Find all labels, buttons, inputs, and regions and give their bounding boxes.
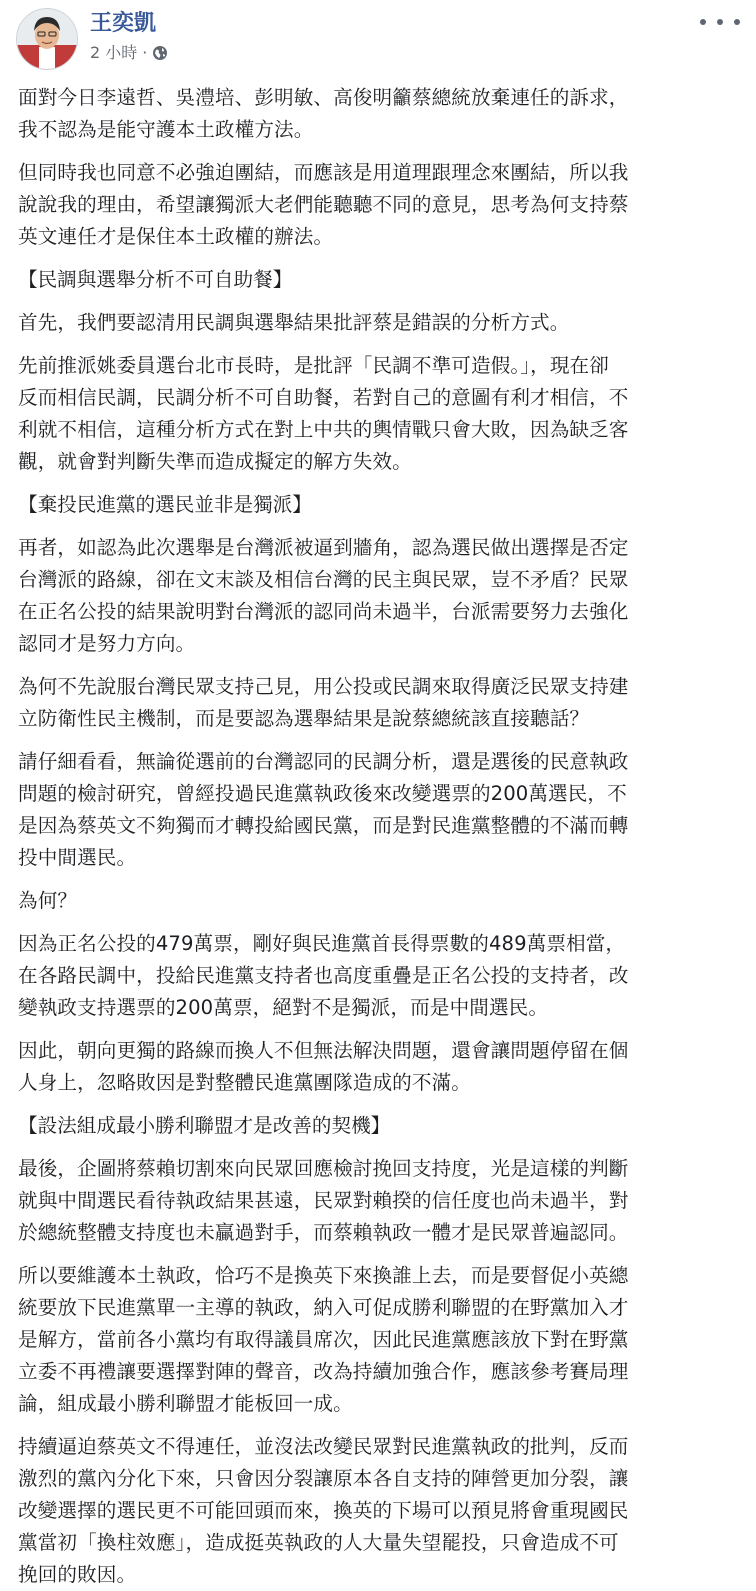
post-meta <box>90 43 168 63</box>
post-paragraph: 所以要維護本土執政，恰巧不是換英下來換誰上去，而是要督促小英總 統要放下民進黨單一主導的執政，納入可促成勝利聯盟的在野黨加入才 是解方，當前各小黨均有取得議員席次，因此民進黨應該放下對在野黨 立委不再禮讓要選擇對陣的聲音，改為持續加強合作，應該參考賽局理 論，組成最小勝利聯盟才能板回一成。 <box>18 1264 629 1415</box>
post-timestamp[interactable]: 2 小時 <box>90 43 138 62</box>
post-paragraph: 持續逼迫蔡英文不得連任，並沒法改變民眾對民進黨執政的批判，反而 激烈的黨內分化下來，只會因分裂讓原本各自支持的陣營更加分裂，讓 改變選擇的選民更不可能回頭而來，換英的下場可以預見將會重現國民 黨當初「換柱效應」，造成挺英執政的人大量失望罷投，只會造成不可 挽回的敗因。 <box>18 1435 629 1586</box>
meta-separator: · <box>142 43 148 62</box>
post-body <box>0 78 756 1591</box>
post-paragraph: 因為正名公投的479萬票，剛好與民進黨首長得票數的489萬票相當， 在各路民調中，投給民進黨支持者也高度重疊是正名公投的支持者，改 變執政支持選票的200萬票，絕對不是獨派，而是中間選民。 <box>18 932 629 1019</box>
avatar[interactable] <box>16 8 78 70</box>
author-name[interactable]: 王奕凱 <box>90 11 157 36</box>
post-paragraph: 首先，我們要認清用民調與選舉結果批評蔡是錯誤的分析方式。 <box>18 311 570 334</box>
globe-icon[interactable] <box>152 45 168 61</box>
post-paragraph: 但同時我也同意不必強迫團結，而應該是用道理跟理念來團結，所以我 說說我的理由，希望讓獨派大老們能聽聽不同的意見，思考為何支持蔡 英文連任才是保住本土政權的辦法。 <box>18 161 629 248</box>
post-paragraph: 請仔細看看，無論從選前的台灣認同的民調分析，還是選後的民意執政 問題的檢討研究，曾經投過民進黨執政後來改變選票的200萬選民，不 是因為蔡英文不夠獨而才轉投給國民黨，而是對民進黨整體的不滿而轉 投中間選民。 <box>18 750 629 869</box>
more-dot <box>734 19 740 25</box>
post-paragraph: 最後，企圖將蔡賴切割來向民眾回應檢討挽回支持度，光是這樣的判斷 就與中間選民看待執政結果甚遠，民眾對賴揆的信任度也尚未過半，對 於總統整體支持度也未贏過對手，而蔡賴執政一體才是民眾普遍認同。 <box>18 1157 629 1244</box>
post-paragraph: 因此，朝向更獨的路線而換人不但無法解決問題，還會讓問題停留在個 人身上，忽略敗因是對整體民進黨團隊造成的不滿。 <box>18 1039 629 1094</box>
more-dot <box>700 19 706 25</box>
post-paragraph: 為何？ <box>18 889 78 912</box>
more-options-icon[interactable] <box>700 10 740 34</box>
section-heading: 【民調與選舉分析不可自助餐】 <box>18 268 293 291</box>
more-dot <box>717 19 723 25</box>
post-paragraph: 先前推派姚委員選台北市長時，是批評「民調不準可造假。」，現在卻 反而相信民調，民調分析不可自助餐，若對自己的意圖有利才相信，不 利就不相信，這種分析方式在對上中共的輿情戰只會大敗，因為缺乏客 觀，就會對判斷失準而造成擬定的解方失效。 <box>18 354 629 473</box>
post-paragraph: 面對今日李遠哲、吳澧培、彭明敏、高俊明籲蔡總統放棄連任的訴求， 我不認為是能守護本土政權方法。 <box>18 86 629 141</box>
section-heading: 【設法組成最小勝利聯盟才是改善的契機】 <box>18 1114 391 1137</box>
post-header <box>0 0 756 78</box>
section-heading: 【棄投民進黨的選民並非是獨派】 <box>18 493 312 516</box>
avatar-portrait-icon <box>17 9 77 69</box>
post-paragraph: 再者，如認為此次選舉是台灣派被逼到牆角，認為選民做出選擇是否定 台灣派的路線，卻在文末談及相信台灣的民主與民眾，豈不矛盾？民眾 在正名公投的結果說明對台灣派的認同尚未過半，台派需要努力去強化 認同才是努力方向。 <box>18 536 629 655</box>
post-paragraph: 為何不先說服台灣民眾支持己見，用公投或民調來取得廣泛民眾支持建 立防衛性民主機制，而是要認為選舉結果是說蔡總統該直接聽話？ <box>18 675 629 730</box>
